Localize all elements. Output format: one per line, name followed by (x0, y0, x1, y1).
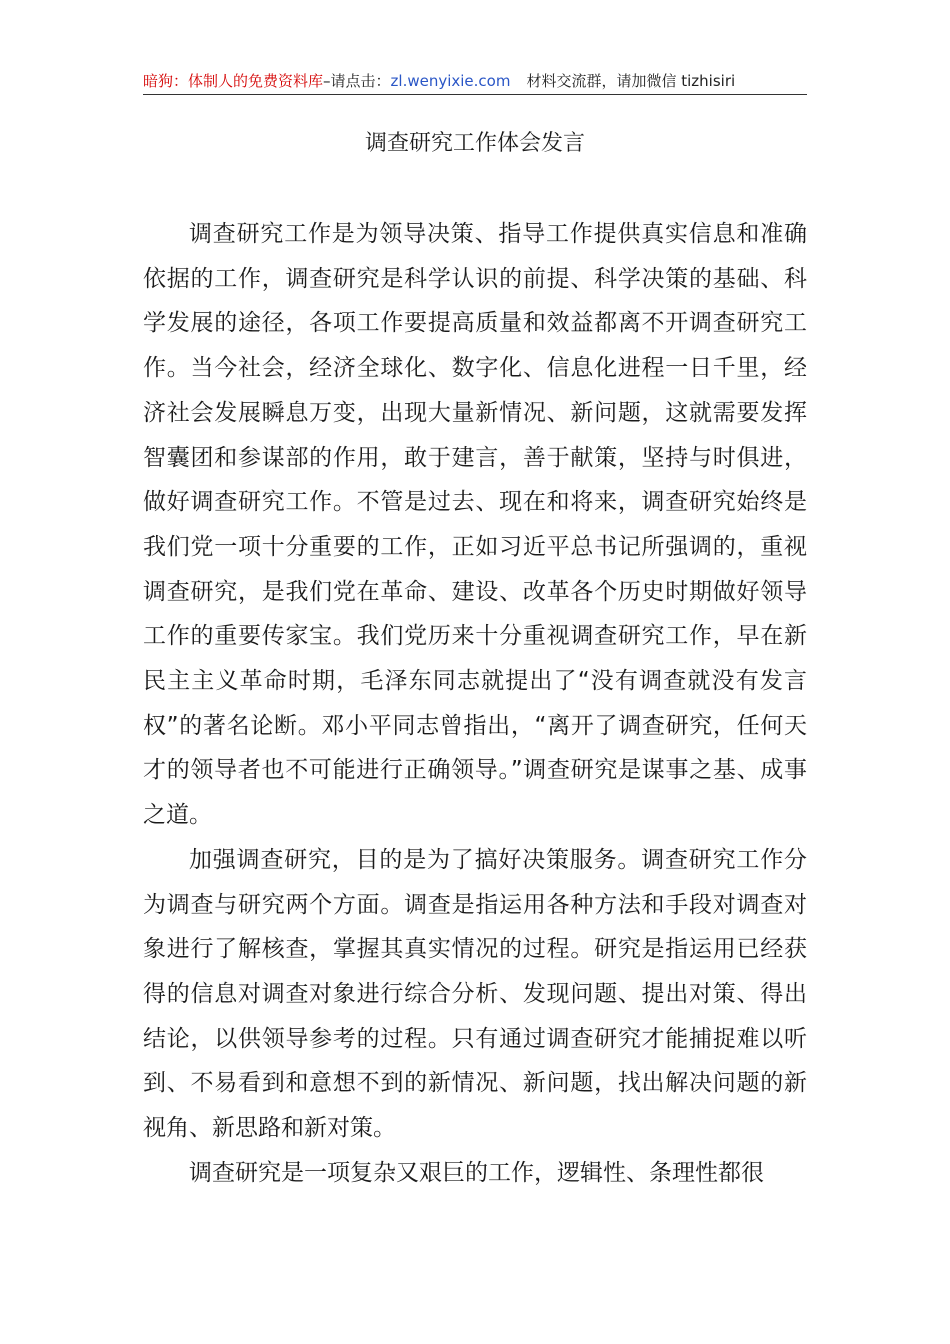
page-header (143, 68, 807, 94)
document-title: 调查研究工作体会发言 (364, 131, 585, 156)
header-wechat-note: 材料交流群，请加微信 tizhisiri (526, 72, 736, 90)
paragraph-1: 调查研究工作是为领导决策、指导工作提供真实信息和准确依据的工作，调查研究是科学认识的前提、科学决策的基础、科学发展的途径，各项工作要提高质量和效益都离不开调查研究工作。当今社会，经济全球化、数字化、信息化进程一日千里，经济社会发展瞬息万变，出现大量新情况、新问题，这就需要发挥智囊团和参谋部的作用，敢于建言，善于献策，坚持与时俱进，做好调查研究工作。不管是过去、现在和将来，调查研究始终是我们党一项十分重要的工作，正如习近平总书记所强调的，重视调查研究，是我们党在革命、建设、改革各个历史时期做好领导工作的重要传家宝。我们党历来十分重视调查研究工作，早在新民主主义革命时期，毛泽东同志就提出了“没有调查就没有发言权”的著名论断。邓小平同志曾指出，“离开了调查研究，任何天才的领导者也不可能进行正确领导。”调查研究是谋事之基、成事之道。 (143, 221, 807, 829)
header-divider (143, 94, 807, 95)
header-url-link[interactable]: zl.wenyixie.com (390, 72, 511, 90)
paragraph-3: 调查研究是一项复杂又艰巨的工作，逻辑性、条理性都很 (189, 1159, 764, 1186)
paragraph-2: 加强调查研究，目的是为了搞好决策服务。调查研究工作分为调查与研究两个方面。调查是指运用各种方法和手段对调查对象进行了解核查，掌握其真实情况的过程。研究是指运用已经获得的信息对调查对象进行综合分析、发现问题、提出对策、得出结论，以供领导参考的过程。只有通过调查研究才能捕捉难以听到、不易看到和意想不到的新情况、新问题，找出解决问题的新视角、新思路和新对策。 (143, 846, 807, 1142)
document-body (143, 212, 807, 1195)
header-brand: 暗狗：体制人的免费资料库 (143, 72, 324, 90)
header-click-prompt: –请点击： (323, 72, 391, 90)
